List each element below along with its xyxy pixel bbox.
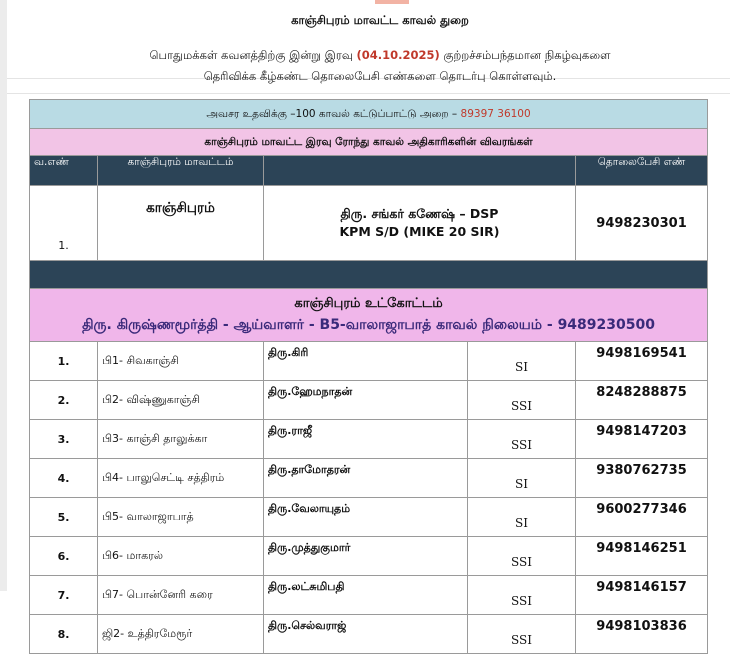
officer-name: திரு.முத்துகுமார் [264,537,468,576]
dsp-phone: 9498230301 [576,186,708,261]
station-name: பி3- காஞ்சி தாலுக்கா [98,420,264,459]
officer-phone: 9498146157 [576,576,708,615]
station-name: பி4- பாலுசெட்டி சத்திரம் [98,459,264,498]
dsp-name: திரு. சங்கர் கணேஷ் – DSP [340,206,499,221]
row-sno: 8. [30,615,98,654]
document-title: காஞ்சிபுரம் மாவட்ட காவல் துறை [291,13,469,27]
officer-phone: 9600277346 [576,498,708,537]
station-name: பி1- சிவகாஞ்சி [98,342,264,381]
officer-name: திரு.செல்வராஜ் [264,615,468,654]
inspector-line: திரு. கிருஷ்ணமூர்த்தி - ஆய்வாளர் - B5-வாலாஜாபாத் காவல் நிலையம் - 9489230500 [82,316,655,333]
subdivision-row [30,289,708,342]
officer-rank: SSI [468,537,576,576]
left-margin-shade [0,0,7,591]
notice-text: பொதுமக்கள் கவனத்திற்கு இன்று இரவு [149,48,357,62]
row-sno: 1. [30,186,98,261]
officer-phone: 9498146251 [576,537,708,576]
notice-date: (04.10.2025) [356,48,440,62]
station-name: பி6- மாகரல் [98,537,264,576]
header-district: காஞ்சிபுரம் மாவட்டம் [98,156,264,186]
dsp-officer [264,186,576,261]
station-rows [30,342,708,654]
emergency-cell [30,100,708,129]
officer-phone: 9498103836 [576,615,708,654]
row-sno: 4. [30,459,98,498]
emergency-label: அவசர உதவிக்கு –100 காவல் கட்டுப்பாட்டு அறை – [206,107,461,120]
table-row [30,342,708,381]
station-name: பி7- பொன்னேரி கரை [98,576,264,615]
notice-line-1 [60,48,700,64]
row-sno: 1. [30,342,98,381]
night-patrol-table [29,99,708,654]
officer-phone: 9498147203 [576,420,708,459]
row-sno: 7. [30,576,98,615]
subdivision-cell [30,289,708,342]
officer-rank: SI [468,498,576,537]
officer-rank: SSI [468,576,576,615]
table-row [30,459,708,498]
officer-name: திரு.ராஜீ [264,420,468,459]
divider-line [7,93,730,94]
station-name: ஜி2- உத்திரமேரூர் [98,615,264,654]
district-name: காஞ்சிபுரம் [98,186,264,261]
officer-name: திரு.லட்சுமிபதி [264,576,468,615]
header-sno: வ.எண் [30,156,98,186]
district-officer-row [30,186,708,261]
top-edge-mark [375,0,409,4]
row-sno: 3. [30,420,98,459]
dsp-unit: KPM S/D (MIKE 20 SIR) [339,224,500,239]
officer-rank: SSI [468,420,576,459]
spacer-row [30,261,708,289]
subdivision-title: காஞ்சிபுரம் உட்கோட்டம் [294,295,443,311]
officer-rank: SI [468,459,576,498]
station-name: பி2- விஷ்ணுகாஞ்சி [98,381,264,420]
spacer-cell [30,261,708,289]
officer-rank: SI [468,342,576,381]
officer-phone: 9498169541 [576,342,708,381]
emergency-row [30,100,708,129]
officer-rank: SSI [468,381,576,420]
notice-line-2: தெரிவிக்க கீழ்கண்ட தொலைபேசி எண்களை தொடர்பு கொள்ளவும். [203,69,557,83]
night-heading-row [30,129,708,156]
header-officer [264,156,576,186]
table-row [30,498,708,537]
row-sno: 2. [30,381,98,420]
officer-phone: 8248288875 [576,381,708,420]
emergency-number: 89397 36100 [460,107,531,120]
table-row [30,537,708,576]
station-name: பி5- வாலாஜாபாத் [98,498,264,537]
header-phone: தொலைபேசி எண் [576,156,708,186]
row-sno: 5. [30,498,98,537]
officer-name: திரு.கிரி [264,342,468,381]
table-row [30,381,708,420]
officer-rank: SSI [468,615,576,654]
notice-text: குற்றச்சம்பந்தமான நிகழ்வுகளை [439,48,611,62]
header-row [30,156,708,186]
officer-name: திரு.ஹேமநாதன் [264,381,468,420]
table-row [30,576,708,615]
officer-phone: 9380762735 [576,459,708,498]
night-heading: காஞ்சிபுரம் மாவட்ட இரவு ரோந்து காவல் அதிகாரிகளின் விவரங்கள் [30,129,708,156]
officer-name: திரு.தாமோதரன் [264,459,468,498]
row-sno: 6. [30,537,98,576]
table-row [30,420,708,459]
table-row [30,615,708,654]
officer-name: திரு.வேலாயுதம் [264,498,468,537]
